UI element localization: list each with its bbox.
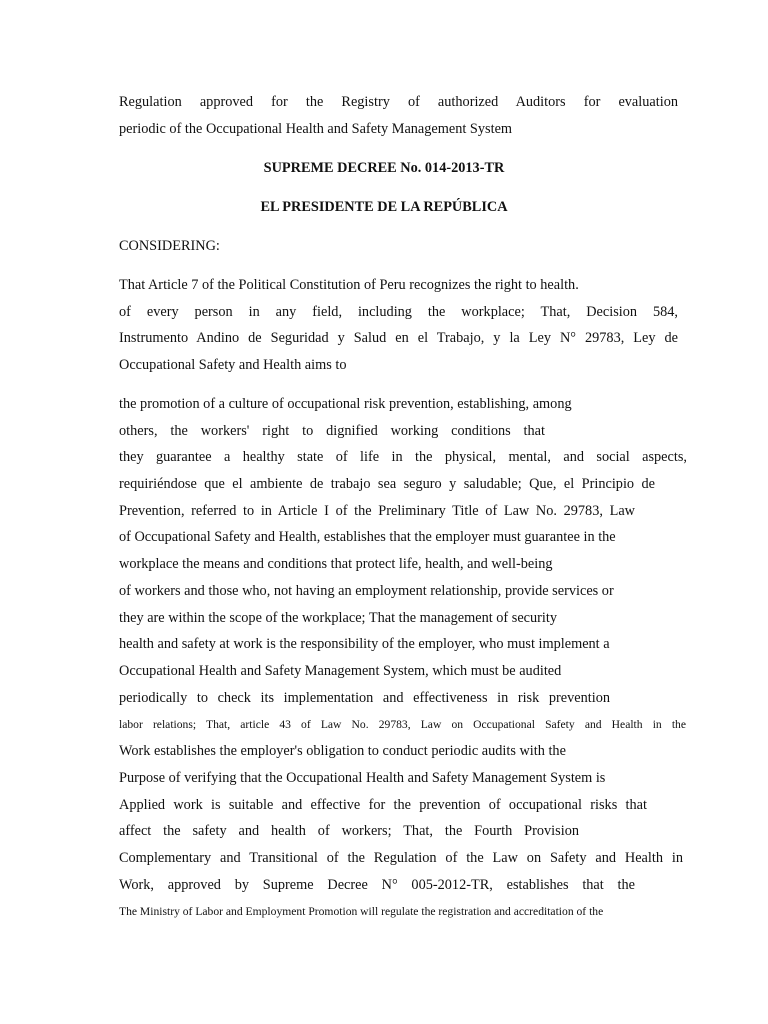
paragraph-2-line: The Ministry of Labor and Employment Promotion will regulate the registration and accreditation of the	[119, 905, 604, 918]
paragraph-1-line: Occupational Safety and Health aims to	[119, 357, 347, 373]
paragraph-2-line: health and safety at work is the responsibility of the employer, who must implement a	[119, 636, 610, 652]
paragraph-1-line: of every person in any field, including the workplace; That, Decision 584,	[119, 304, 678, 320]
paragraph-2-line: Applied work is suitable and effective for the prevention of occupational risks that	[119, 797, 647, 813]
paragraph-2-line: they are within the scope of the workplace; That the management of security	[119, 610, 558, 626]
president-heading: EL PRESIDENTE DE LA REPÚBLICA	[260, 199, 508, 215]
paragraph-1-line: Instrumento Andino de Seguridad y Salud en el Trabajo, y la Ley N° 29783, Ley de	[119, 330, 678, 346]
paragraph-2-line: of workers and those who, not having an employment relationship, provide services or	[119, 583, 614, 599]
title-line-2: periodic of the Occupational Health and Safety Management System	[119, 121, 513, 137]
paragraph-2-line: requiriéndose que el ambiente de trabajo sea seguro y saludable; Que, el Principio de	[119, 476, 655, 492]
paragraph-2-line: others, the workers' right to dignified working conditions that	[119, 423, 545, 439]
paragraph-2-line: Work, approved by Supreme Decree N° 005-2012-TR, establishes that the	[119, 877, 635, 893]
paragraph-2-line: they guarantee a healthy state of life in the physical, mental, and social aspects,	[119, 449, 687, 465]
paragraph-2-line: periodically to check its implementation and effectiveness in risk prevention	[119, 690, 610, 706]
paragraph-2-line: workplace the means and conditions that protect life, health, and well-being	[119, 556, 553, 572]
paragraph-2-line: Occupational Health and Safety Management System, which must be audited	[119, 663, 562, 679]
paragraph-1-line: That Article 7 of the Political Constitution of Peru recognizes the right to health.	[119, 277, 579, 293]
paragraph-2-line: Prevention, referred to in Article I of the Preliminary Title of Law No. 29783, Law	[119, 503, 635, 519]
paragraph-2-line: Purpose of verifying that the Occupational Health and Safety Management System is	[119, 770, 606, 786]
paragraph-2-line: the promotion of a culture of occupational risk prevention, establishing, among	[119, 396, 572, 412]
paragraph-2-line: Work establishes the employer's obligation to conduct periodic audits with the	[119, 743, 566, 759]
decree-heading: SUPREME DECREE No. 014-2013-TR	[263, 160, 505, 176]
paragraph-2-line: of Occupational Safety and Health, establishes that the employer must guarantee in the	[119, 529, 616, 545]
paragraph-2-line: Complementary and Transitional of the Regulation of the Law on Safety and Health in	[119, 850, 683, 866]
paragraph-2-line: labor relations; That, article 43 of Law No. 29783, Law on Occupational Safety and Health in the	[119, 718, 686, 731]
title-line-1: Regulation approved for the Registry of authorized Auditors for evaluation	[119, 94, 678, 110]
paragraph-2-line: affect the safety and health of workers; That, the Fourth Provision	[119, 823, 579, 839]
considering-label: CONSIDERING:	[119, 238, 220, 254]
